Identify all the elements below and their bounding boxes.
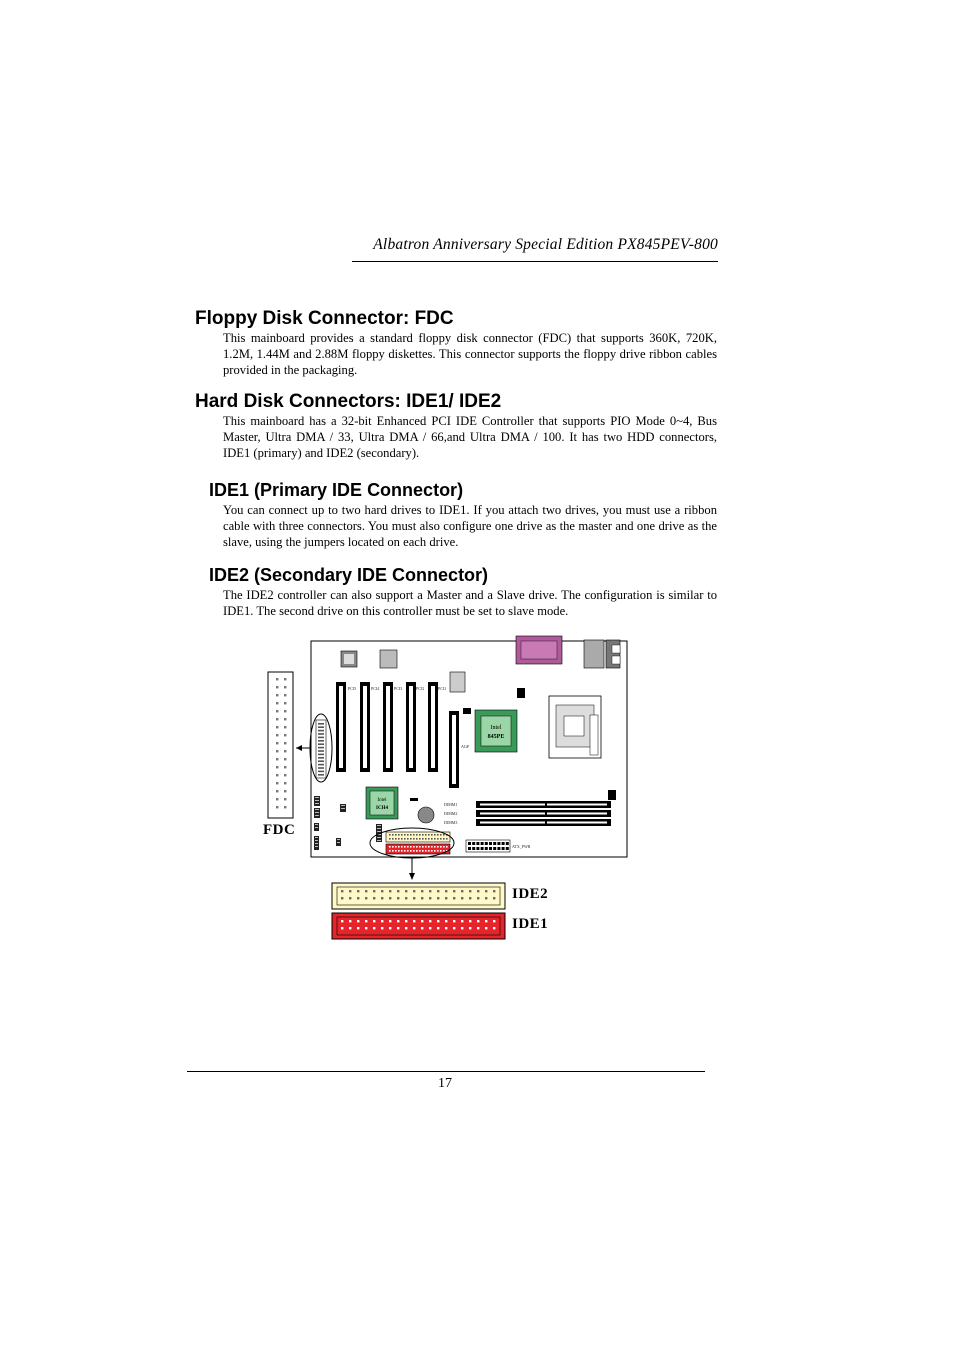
usb-lan-port	[584, 640, 604, 668]
north-bridge-label-1: Intel	[490, 725, 502, 731]
heading-hard-disk: Hard Disk Connectors: IDE1/ IDE2	[195, 391, 502, 412]
paragraph-ide1: You can connect up to two hard drives to IDE1. If you attach two drives, you must use a ribbon cable with three connectors. You must also configure one drive as the master and one drive as the slave, using the jumpers located on each drive.	[223, 503, 717, 550]
fdd-board-connector	[316, 720, 326, 778]
pci3-label: PCI3	[394, 686, 403, 691]
heading-fdc: Floppy Disk Connector: FDC	[195, 308, 454, 329]
ide1-connector-large	[332, 913, 505, 939]
footer-rule	[187, 1071, 705, 1072]
fdc-label: FDC	[263, 822, 296, 838]
cpu-socket	[549, 696, 601, 758]
fdc-connector	[268, 672, 293, 818]
atx-pwr-label: ATX_PWR	[512, 844, 531, 849]
running-head: Albatron Anniversary Special Edition PX845PEV-800	[373, 236, 718, 253]
ide2-label: IDE2	[512, 886, 549, 902]
paragraph-ide2: The IDE2 controller can also support a Master and a Slave drive. The configuration is similar to IDE1. The second drive on this controller must be set to slave mode.	[223, 588, 717, 619]
page-number: 17	[438, 1076, 452, 1091]
atx-power-connector	[466, 840, 510, 852]
paragraph-hard-disk: This mainboard has a 32-bit Enhanced PCI IDE Controller that supports PIO Mode 0~4, Bus Master, Ultra DMA / 33, Ultra DMA / 66,and Ultra DMA / 100. It has two HDD connectors, IDE1 (primary) and IDE2 (secondary).	[223, 414, 717, 461]
heading-ide1: IDE1 (Primary IDE Connector)	[209, 480, 464, 500]
north-bridge-label-2: 845PE	[487, 734, 505, 740]
dimm3-label: DIMM3	[444, 820, 458, 825]
heading-ide2: IDE2 (Secondary IDE Connector)	[209, 565, 489, 585]
ide2-connector-large	[332, 883, 505, 909]
dimm1-label: DIMM1	[444, 802, 458, 807]
paragraph-fdc: This mainboard provides a standard floppy disk connector (FDC) that supports 360K, 720K, 1.2M, 1.44M and 2.88M floppy diskettes. This connector supports the floppy drive ribbon cables provided in the packaging.	[223, 331, 717, 378]
pci4-label: PCI4	[371, 686, 380, 691]
dimm2-label: DIMM2	[444, 811, 458, 816]
agp-label: AGP	[461, 744, 470, 749]
ide1-label: IDE1	[512, 916, 549, 932]
pci2-label: PCI2	[416, 686, 425, 691]
south-bridge-label-2: ICH4	[376, 806, 388, 811]
south-bridge-label-1: Intel	[377, 798, 387, 803]
battery	[418, 807, 434, 823]
pci1-label: PCI1	[438, 686, 447, 691]
pci5-label: PCI5	[348, 686, 357, 691]
